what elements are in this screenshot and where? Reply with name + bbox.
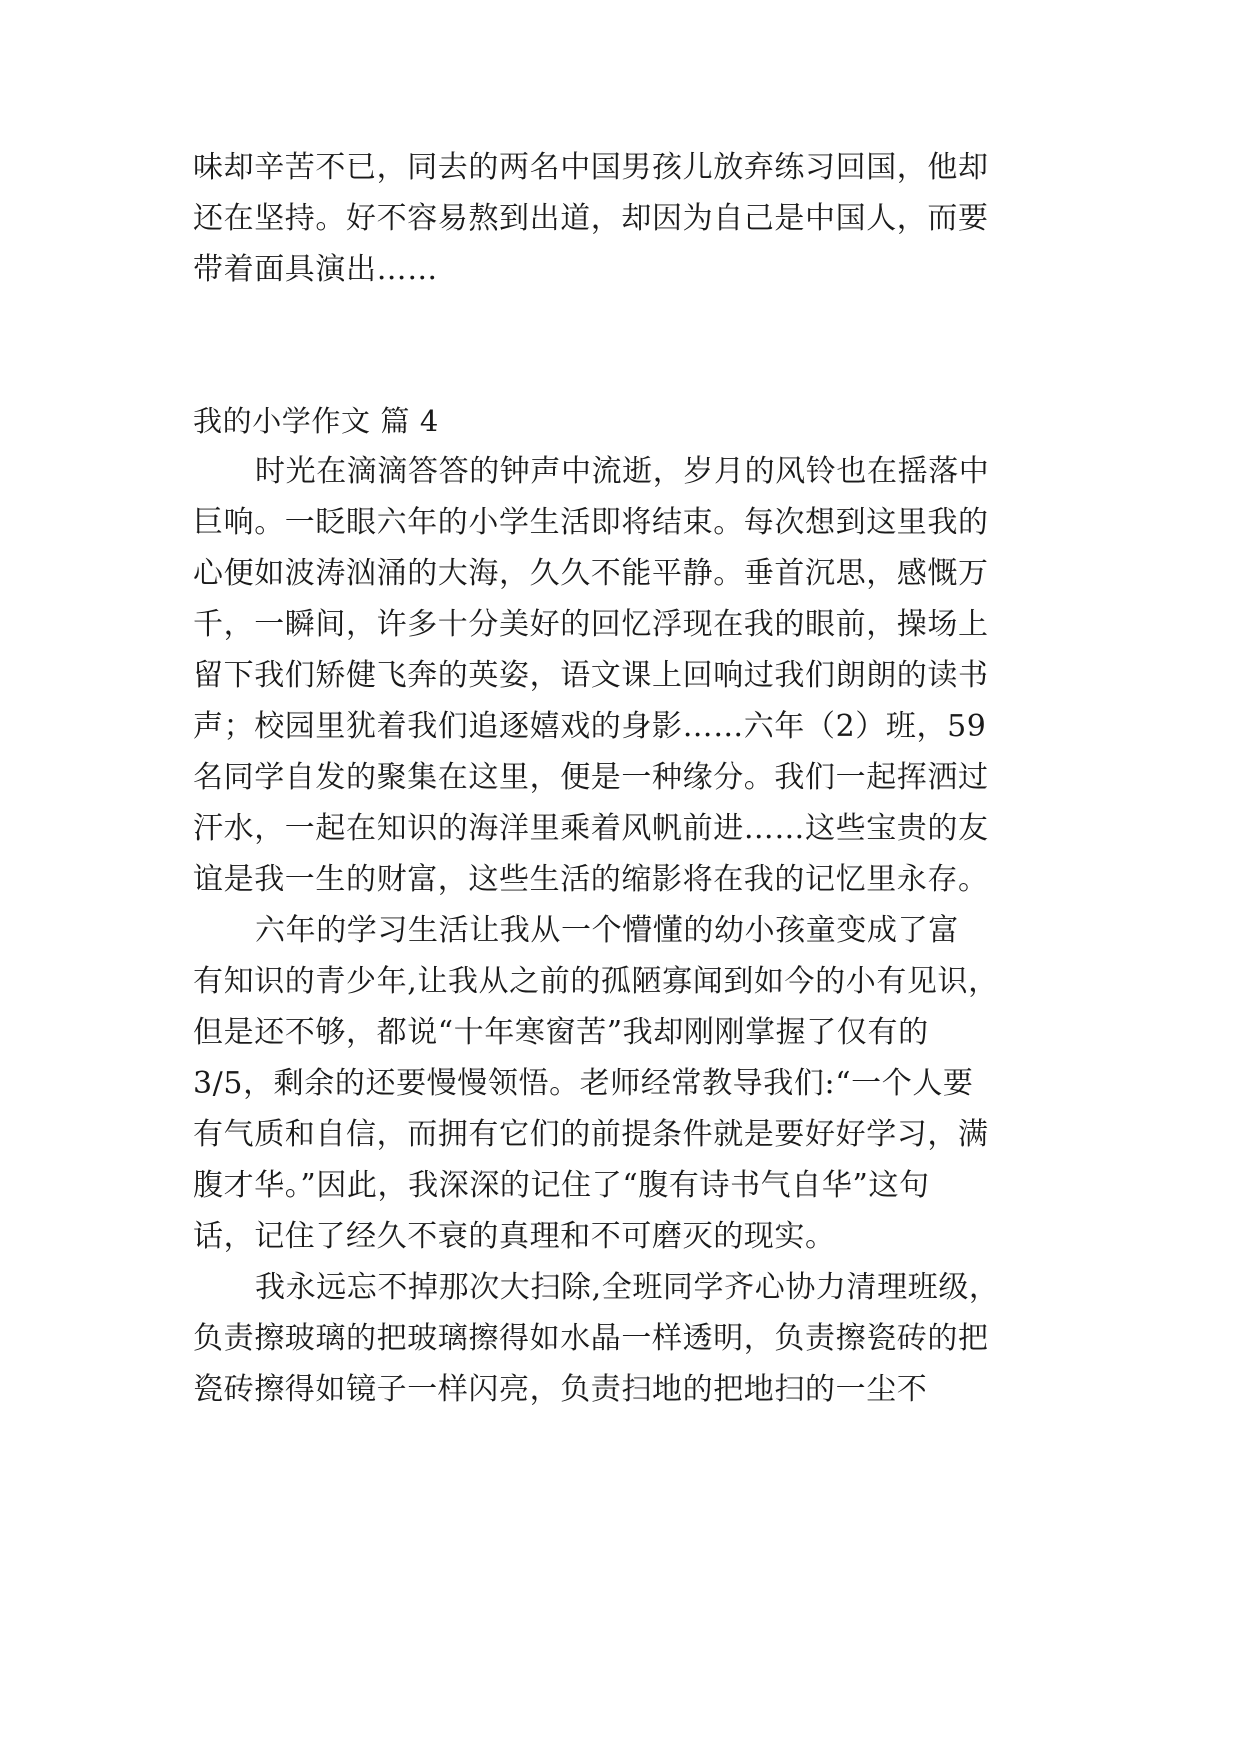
- text-line: 巨响。一眨眼六年的小学生活即将结束。每次想到这里我的: [193, 505, 989, 540]
- text-line: 心便如波涛汹涌的大海，久久不能平静。垂首沉思，感慨万: [193, 556, 989, 591]
- text-line: 3/5，剩余的还要慢慢领悟。老师经常教导我们:“一个人要: [193, 1066, 974, 1101]
- text-line: 味却辛苦不已，同去的两名中国男孩儿放弃练习回国，他却: [193, 150, 989, 185]
- text-line: 腹才华。”因此，我深深的记住了“腹有诗书气自华”这句: [193, 1168, 930, 1203]
- text-line: 名同学自发的聚集在这里，便是一种缘分。我们一起挥洒过: [193, 760, 989, 795]
- text-line: 话，记住了经久不衰的真理和不可磨灭的现实。: [193, 1219, 836, 1254]
- text-line: 谊是我一生的财富，这些生活的缩影将在我的记忆里永存。: [193, 862, 989, 897]
- text-line: 带着面具演出……: [193, 252, 438, 287]
- text-line: 我永远忘不掉那次大扫除,全班同学齐心协力清理班级，: [255, 1270, 1000, 1305]
- text-line: 瓷砖擦得如镜子一样闪亮，负责扫地的把地扫的一尘不: [193, 1372, 928, 1407]
- text-line: 但是还不够，都说“十年寒窗苦”我却刚刚掌握了仅有的: [193, 1015, 929, 1050]
- text-line: 千，一瞬间，许多十分美好的回忆浮现在我的眼前，操场上: [193, 607, 989, 642]
- text-line: 还在坚持。好不容易熬到出道，却因为自己是中国人，而要: [193, 201, 989, 236]
- section-heading: 我的小学作文 篇 4: [193, 404, 439, 438]
- text-line: 负责擦玻璃的把玻璃擦得如水晶一样透明，负责擦瓷砖的把: [193, 1321, 989, 1356]
- text-line: 有气质和自信，而拥有它们的前提条件就是要好好学习，满: [193, 1117, 989, 1152]
- text-line: 有知识的青少年,让我从之前的孤陋寡闻到如今的小有见识，: [193, 964, 999, 999]
- text-line: 汗水，一起在知识的海洋里乘着风帆前进……这些宝贵的友: [193, 811, 989, 846]
- text-line: 时光在滴滴答答的钟声中流逝，岁月的风铃也在摇落中: [255, 454, 990, 489]
- text-line: 六年的学习生活让我从一个懵懂的幼小孩童变成了富: [255, 913, 959, 948]
- text-line: 声；校园里犹着我们追逐嬉戏的身影……六年（2）班，59: [193, 709, 987, 744]
- text-line: 留下我们矫健飞奔的英姿，语文课上回响过我们朗朗的读书: [193, 658, 989, 693]
